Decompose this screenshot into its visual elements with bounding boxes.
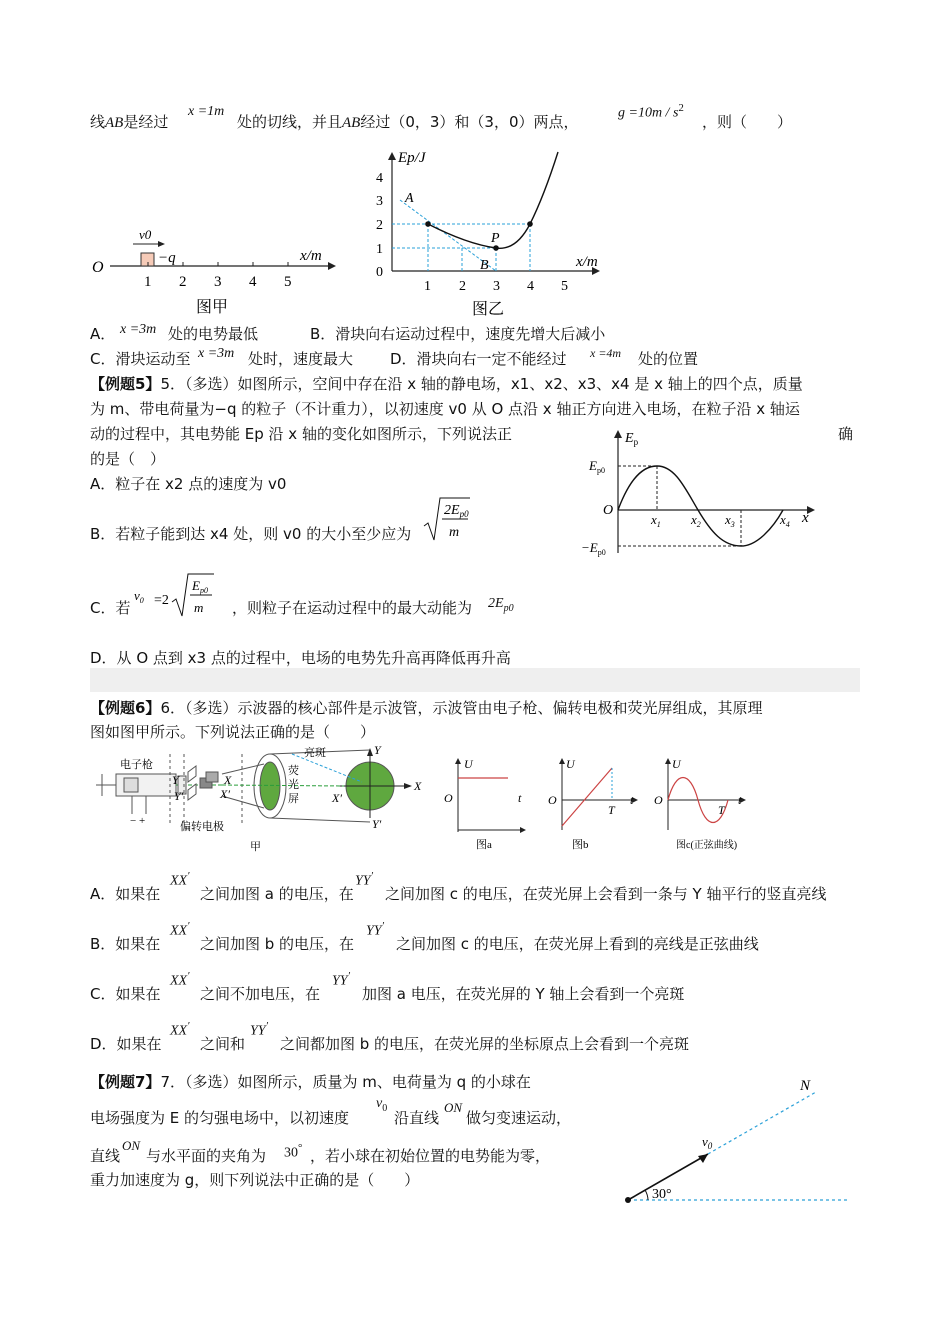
label-plate-X: X [224,773,232,787]
x-eq-1m: x =1m [188,104,225,119]
q7-line2-mid: 沿直线 [394,1109,440,1127]
q4-option-c: C．滑块运动至 [90,350,191,368]
x-axis-label: x/m [300,248,322,264]
divider-band [90,668,860,692]
q5-option-b-sqrt [422,496,472,542]
q5-x2: $x_2$ [691,512,701,529]
q4-option-d: D．滑块向右一定不能经过 [390,350,567,368]
ytick-3: 3 [376,194,383,209]
label-bright: 亮斑 [304,747,326,759]
q6-option-a-mid: 之间加图 a 的电压，在 [200,885,354,903]
figure-jia [88,222,348,332]
q6-option-d-text: 之间都加图 b 的电压，在荧光屏的坐标原点上会看到一个亮斑 [280,1035,690,1053]
a-U: U [464,757,473,771]
xtick-3: 3 [493,279,500,294]
b-caption: 图b [572,839,589,851]
voltage-graph-b [546,756,646,856]
q4-option-d-text: 处的位置 [638,350,699,368]
b-t: t [630,793,634,807]
c-T: T [718,803,725,817]
q6-option-a: A．如果在 [90,885,161,903]
xtick-1: 1 [424,279,431,294]
c-U: U [672,757,681,771]
q7-angle: 30° [284,1142,303,1161]
label-jia: 甲 [250,841,261,853]
figure-yi [372,146,622,346]
q4-option-b: B．滑块向右运动过程中，速度先增大后减小 [310,325,606,343]
label-plate-Y: Y [172,773,179,787]
tick-3: 3 [214,274,222,290]
q6-option-c-mid: 之间不加电压，在 [200,985,321,1003]
c-caption: 图c(正弦曲线) [676,840,738,851]
q6-c-xx: XX′ [170,970,190,989]
voltage-graph-a [440,756,530,856]
q4-option-c-text: 处时，速度最大 [248,350,354,368]
q6-a-xx: XX′ [170,870,190,889]
q7-line2-end: 做匀变速运动， [466,1109,572,1127]
label-screen-2: 光 [288,779,299,791]
b-T: T [608,803,615,817]
yi-y-ticks [376,171,383,280]
yi-x-axis: x/m [576,254,598,270]
svg-text:m: m [194,600,204,615]
q5-option-c-answer: $2E_{p0}$ [488,596,514,614]
q5-line2: 为 m、带电荷量为−q 的粒子（不计重力），以初速度 v0 从 O 点沿 x 轴正方向进入电场，在粒子沿 x 轴运 [90,400,800,418]
q6-option-c: C．如果在 [90,985,161,1003]
q5-x4: $x_4$ [780,512,790,529]
g-value: $g =10m / s^2$ [618,102,684,121]
q5-option-d: D．从 O 点到 x3 点的过程中，电场的电势先升高再降低再升高 [90,649,511,667]
fig7-N: N [800,1078,811,1094]
svg-text:2Ep0: $2E_{p0}$ [444,503,469,519]
ytick-1: 1 [376,242,383,257]
q6-option-b-mid: 之间加图 b 的电压，在 [200,935,355,953]
label-plate-Yp: Y′ [174,789,184,803]
q6-d-xx: XX′ [170,1020,190,1039]
q5-x3: $x_3$ [725,512,735,529]
q7-figure [616,1074,856,1214]
charge-label: −q [158,250,176,266]
label-screen-1: 荧 [288,765,299,777]
tick-5: 5 [284,274,292,290]
ytick-2: 2 [376,218,383,233]
label-X: X [414,779,422,793]
q6-line2: 图如图甲所示。下列说法正确的是（ ） [90,723,376,741]
xtick-5: 5 [561,279,568,294]
yi-y-axis: Ep/J [398,150,426,166]
fig7-v0: $v_0$ [702,1134,713,1151]
a-O: O [444,791,453,805]
q4-option-a-math: x =3m [120,322,157,337]
q5-ep-graph [581,428,825,568]
label-gun: 电子枪 [120,759,153,771]
q5-option-c-formula [132,570,232,620]
v0-label: v0 [139,227,152,242]
q7-line3: 直线 [90,1147,121,1165]
q7-line4: 重力加速度为 g，则下列说法中正确的是（ ） [90,1171,420,1189]
q5-option-a: A．粒子在 x2 点的速度为 v0 [90,475,287,493]
a-t: t [518,791,522,805]
q6-b-yy: YY′ [366,920,384,939]
q6-c-yy: YY′ [332,970,350,989]
q4-stem-end: ，则（ ） [702,113,793,131]
q7-line3-end: ，若小球在初始位置的电势能为零， [310,1147,551,1165]
q4-option-a-text: 处的电势最低 [168,325,259,343]
q6-d-yy: YY′ [250,1020,268,1039]
fig7-angle: 30° [652,1187,672,1202]
svg-text:Ep0: $E_{p0}$ [192,578,208,595]
q5-ylabel: $E_p$ [625,431,639,447]
label-pm: − + [130,815,146,827]
voltage-graph-c [654,756,764,856]
q5-option-c-text: ，则粒子在运动过程中的最大动能为 [232,599,473,617]
q6-option-a-text: 之间加图 c 的电压，在荧光屏上会看到一条与 Y 轴平行的竖直亮线 [385,885,827,903]
q4-stem-tail-2: 处的切线，并且AB经过（0，3）和（3，0）两点， [237,113,579,131]
c-O: O [654,793,663,807]
yi-x-ticks [424,279,568,294]
q5-line4: 的是（ ） [90,450,166,468]
label-plates: 偏转电极 [180,821,224,833]
caption-jia: 图甲 [196,299,229,316]
svg-text:=2: =2 [154,593,169,608]
svg-text:m: m [449,525,460,540]
q5-line1: 【例题5】5．（多选）如图所示，空间中存在沿 x 轴的静电场，x1、x2、x3、x4 是 x 轴上的四个点，质量 [90,375,803,393]
q7-line2: 电场强度为 E 的匀强电场中，以初速度 [90,1109,350,1127]
q5-x: x [802,510,809,526]
q4-stem-tail: 线AB是经过 [90,113,169,131]
ytick-0: 0 [376,265,383,280]
q5-ep0: $E_{p0}$ [589,458,605,475]
q4-option-a: A． [90,325,116,343]
q4-option-d-math: x =4m [590,346,622,360]
q6-option-b-text: 之间加图 c 的电压，在荧光屏上看到的亮线是正弦曲线 [396,935,759,953]
q5-x1: $x_1$ [651,512,661,529]
tick-2: 2 [179,274,187,290]
tick-1: 1 [144,274,152,290]
q5-line3-end: 确 [838,425,854,443]
a-caption: 图a [476,839,492,851]
q5-nep0: $-E_{p0}$ [581,540,606,557]
oscilloscope-figure [92,744,422,854]
q6-b-xx: XX′ [170,920,190,939]
point-B: B [480,258,489,273]
label-Xp: X′ [332,791,342,805]
q6-line1: 【例题6】6．（多选）示波器的核心部件是示波管，示波管由电子枪、偏转电极和荧光屏组成，其原理 [90,699,763,717]
ytick-4: 4 [376,171,383,186]
q5-option-c: C．若 [90,599,131,617]
b-O: O [548,793,557,807]
q5-line3: 动的过程中，其电势能 Ep 沿 x 轴的变化如图所示，下列说法正 [90,425,512,443]
origin-label: O [92,259,104,276]
xtick-4: 4 [527,279,534,294]
q7-v0: $v_0$ [376,1096,388,1114]
tick-4: 4 [249,274,257,290]
q5-option-b: B．若粒子能到达 x4 处，则 v0 的大小至少应为 [90,525,412,543]
q7-on-2: ON [122,1138,141,1153]
caption-yi: 图乙 [472,301,505,318]
c-t: t [738,793,742,807]
q6-option-b: B．如果在 [90,935,161,953]
point-A: A [405,191,414,206]
svg-text:v0: $v_0$ [134,588,144,605]
q6-a-yy: YY′ [355,870,373,889]
label-Yp: Y′ [372,817,382,831]
point-P: P [491,231,500,246]
q6-option-d: D．如果在 [90,1035,162,1053]
q5-origin: O [603,503,614,518]
q7-line1: 【例题7】7．（多选）如图所示，质量为 m、电荷量为 q 的小球在 [90,1073,531,1091]
q6-option-c-text: 加图 a 电压，在荧光屏的 Y 轴上会看到一个亮斑 [362,985,685,1003]
q4-option-c-math: x =3m [198,346,235,361]
b-U: U [566,757,575,771]
q6-option-d-mid: 之间和 [200,1035,246,1053]
label-screen-3: 屏 [288,793,299,805]
q7-line3-mid: 与水平面的夹角为 [146,1147,267,1165]
label-Y: Y [374,743,381,757]
xtick-2: 2 [459,279,466,294]
q7-on-1: ON [444,1100,463,1115]
label-plate-Xp: X′ [220,787,230,801]
